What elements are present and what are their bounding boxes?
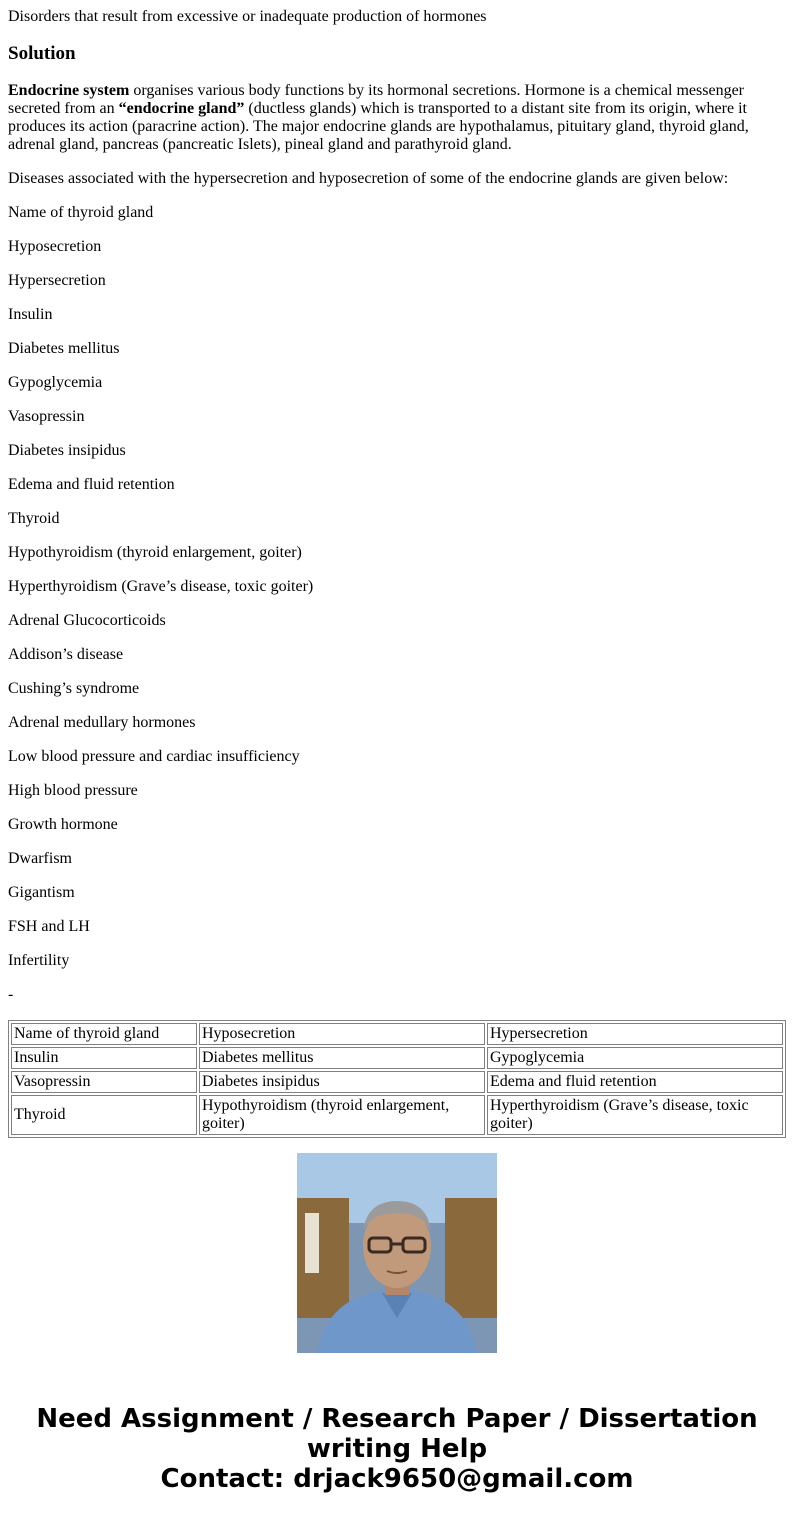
- diseases-intro: Diseases associated with the hypersecretion and hyposecretion of some of the endocrine glands are given below:: [8, 170, 729, 187]
- gland-table: [8, 1020, 786, 1138]
- table-cell: Hypothyroidism (thyroid enlargement, goiter): [199, 1095, 485, 1135]
- list-line: Adrenal medullary hormones: [8, 714, 196, 731]
- list-line: -: [8, 986, 14, 1003]
- table-row: [11, 1047, 783, 1069]
- promo-text: [0, 1404, 794, 1494]
- list-line: Hyposecretion: [8, 238, 102, 255]
- line-list: [8, 204, 786, 1004]
- term-endocrine-gland: “endocrine gland”: [118, 100, 245, 117]
- list-line: Diabetes insipidus: [8, 442, 126, 459]
- list-line: Infertility: [8, 952, 70, 969]
- list-line: Thyroid: [8, 510, 60, 527]
- list-line: Gypoglycemia: [8, 374, 103, 391]
- list-line: Insulin: [8, 306, 53, 323]
- intro-paragraph: [8, 82, 786, 154]
- table-cell: Diabetes mellitus: [199, 1047, 485, 1069]
- list-line: Cushing’s syndrome: [8, 680, 140, 697]
- list-line: Dwarfism: [8, 850, 72, 867]
- promo-line-2: Contact: drjack9650@gmail.com: [160, 1464, 634, 1494]
- list-line: Addison’s disease: [8, 646, 124, 663]
- list-line: Hypersecretion: [8, 272, 106, 289]
- list-line: Hyperthyroidism (Grave’s disease, toxic goiter): [8, 578, 314, 595]
- list-line: Adrenal Glucocorticoids: [8, 612, 166, 629]
- list-line: Edema and fluid retention: [8, 476, 175, 493]
- list-line: High blood pressure: [8, 782, 138, 799]
- solution-heading: Solution: [8, 43, 76, 64]
- table-cell: Vasopressin: [11, 1071, 197, 1093]
- table-cell: Hypersecretion: [487, 1023, 783, 1045]
- intro-text-1: organises various body functions by its hormonal secretions. Hormone is a chemical messenger secreted from an: [8, 82, 745, 117]
- promo-line-1: Need Assignment / Research Paper / Dissertation writing Help: [36, 1404, 758, 1464]
- table-cell: Hyposecretion: [199, 1023, 485, 1045]
- list-line: Name of thyroid gland: [8, 204, 154, 221]
- list-line: FSH and LH: [8, 918, 90, 935]
- author-photo-icon: [297, 1153, 497, 1353]
- table-cell: Gypoglycemia: [487, 1047, 783, 1069]
- term-endocrine-system: Endocrine system: [8, 82, 130, 99]
- list-line: Low blood pressure and cardiac insufficiency: [8, 748, 300, 765]
- table-cell: Hyperthyroidism (Grave’s disease, toxic goiter): [487, 1095, 783, 1135]
- document-content: [8, 0, 786, 1132]
- promo-section: [0, 1123, 794, 1523]
- table-row: [11, 1023, 783, 1045]
- intro-text-2: (ductless glands) which is transported to a distant site from its origin, where it produces its action (paracrine action). The major endocrine glands are hypothalamus, pituitary gland, thyroid gland, adrenal gland, pancreas (pancreatic Islets), pineal gland and parathyroid gland.: [8, 100, 749, 153]
- list-line: Gigantism: [8, 884, 75, 901]
- table-cell: Insulin: [11, 1047, 197, 1069]
- list-line: Vasopressin: [8, 408, 85, 425]
- table-cell: Thyroid: [11, 1095, 197, 1135]
- list-line: Hypothyroidism (thyroid enlargement, goiter): [8, 544, 302, 561]
- list-line: Diabetes mellitus: [8, 340, 120, 357]
- table-row: [11, 1071, 783, 1093]
- table-cell: Edema and fluid retention: [487, 1071, 783, 1093]
- avatar: [297, 1153, 497, 1353]
- table-cell: Name of thyroid gland: [11, 1023, 197, 1045]
- question-text: Disorders that result from excessive or inadequate production of hormones: [8, 8, 487, 25]
- table-cell: Diabetes insipidus: [199, 1071, 485, 1093]
- list-line: Growth hormone: [8, 816, 118, 833]
